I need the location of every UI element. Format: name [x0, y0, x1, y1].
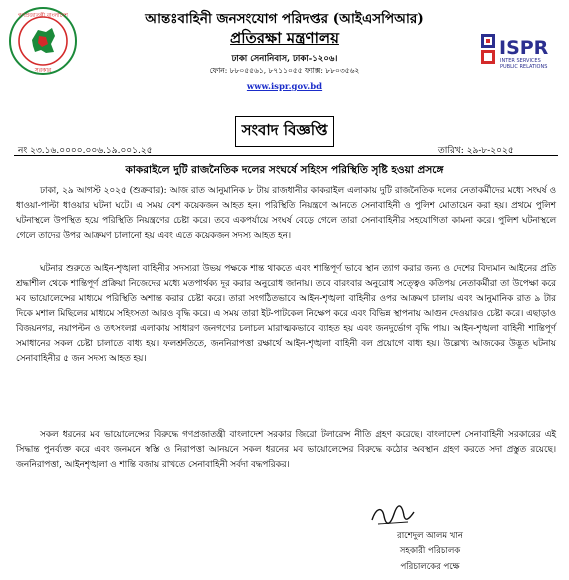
svg-text:সরকার: সরকার	[34, 67, 52, 74]
svg-text:INTER SERVICES: INTER SERVICES	[500, 58, 541, 64]
contact-numbers: ফোন: ৮৮০৫৫৬১, ৮৭১১০৫৫ ফ্যাক্স: ৮৮০৩৫৬২	[209, 66, 360, 75]
svg-text:গণপ্রজাতন্ত্রী বাংলাদেশ: গণপ্রজাতন্ত্রী বাংলাদেশ	[18, 13, 68, 19]
website-link[interactable]: www.ispr.gov.bd	[246, 82, 323, 92]
press-release-title-text: সংবাদ বিজ্ঞপ্তি	[235, 116, 335, 147]
svg-text:ISPR: ISPR	[499, 37, 549, 59]
header-divider	[14, 155, 558, 156]
body-paragraph-1: ঢাকা, ২৯ আগস্ট ২০২৫ (শুক্রবার): আজ রাত আনুমানিক ৮ টায় রাজধানীর কাকরাইল এলাকায় দুটি রাজনৈতিক দলের নেতাকর্মীদের মধ্যে সংঘর্ষ ও ধাওয়া-পাল্টা ধাওয়ার ঘটনা ঘটে। এ সময় বেশ কয়েকজন আহত হন। পরিস্থিতি নিয়ন্ত্রণে আনতে সেনাবাহিনী ও পুলিশ মোতায়েন করা হয়। প্রথমে পুলিশ ঘটনাস্থলে উপস্থিত হয়ে পরিস্থিতি নিয়ন্ত্রণের চেষ্টা করে। তবে একপর্যায়ে সংঘর্ষ বেড়ে গেলে তারা সেনাবাহিনীর সহযোগিতা কামনা করে। পুলিশ ঘটনাস্থলে গেলে তাদের উপর আক্রমণ চালানো হয় এবং এতে কয়েকজন সদস্য আহত হন।	[16, 186, 556, 241]
svg-text:PUBLIC RELATIONS: PUBLIC RELATIONS	[500, 64, 548, 70]
body-paragraph-3: সকল ধরনের মব ভায়োলেন্সের বিরুদ্ধে গণপ্রজাতন্ত্রী বাংলাদেশ সরকার জিরো টলারেন্স নীতি গ্রহণ করেছে। বাংলাদেশ সেনাবাহিনী সরকারের এই সিদ্ধান্ত পুনর্ব্যক্ত করে এবং জনমনে স্বস্তি ও নিরাপত্তা আনয়নে সকল ধরনের মব ভায়োলেন্সের বিরুদ্ধে কঠোর অবস্থান গ্রহণ করতে সদা প্রস্তুত রয়েছে। জননিরাপত্তা, আইনশৃঙ্খলা ও শান্তি বজায় রাখতে সেনাবাহিনী সর্বদা বদ্ধপরিকর।	[16, 430, 556, 470]
ministry-name: প্রতিরক্ষা মন্ত্রণালয়	[230, 29, 339, 47]
signatory-on-behalf: পরিচালকের পক্ষে	[400, 562, 460, 572]
office-address: ঢাকা সেনানিবাস, ঢাকা-১২০৬।	[231, 54, 338, 64]
subject-headline: কাকরাইলে দুটি রাজনৈতিক দলের সংঘর্ষে সহিংস পরিস্থিতি সৃষ্টি হওয়া প্রসঙ্গে	[125, 164, 444, 176]
signatory-designation: সহকারী পরিচালক	[399, 546, 461, 556]
memo-number: নং ২৩.১৬.০০০০.০০৬.১৯.০০১.২৫	[18, 146, 153, 156]
release-date: তারিখ: ২৯-৮-২০২৫	[438, 146, 514, 156]
signatory-name: রাশেদুল আলম খান	[397, 531, 463, 541]
body-paragraph-2: ঘটনার শুরুতে আইন-শৃঙ্খলা বাহিনীর সদস্যরা উভয় পক্ষকে শান্ত থাকতে এবং শান্তিপূর্ণ ভাবে স্থান ত্যাগ করার জন্য ও দেশের বিদ্যমান আইনের প্রতি শ্রদ্ধাশীল থেকে শান্তিপূর্ণ প্রক্রিয়া নিজেদের মধ্যে মতপার্থক্য দূর করার অনুরোধ জানায়। তবে বারংবার অনুরোধ সত্ত্বেও কতিপয় নেতাকর্মীরা তা উপেক্ষা করে মব ভায়োলেন্সের মাধ্যমে পরিস্থিতি অশান্ত করার চেষ্টা করে। তারা সংগঠিতভাবে আইন-শৃঙ্খলা বাহিনীর ওপর আক্রমণ চালায় এবং আনুমানিক রাত ৯ টার দিকে মশাল মিছিলের মাধ্যমে সহিংসতা আরও বৃদ্ধি করে। এ সময় তারা ইট-পাটকেল নিক্ষেপ করে এবং বিভিন্ন স্থাপনায় আগুন দেওয়ারও চেষ্টা করে। এছাড়াও বিজয়নগর, নয়াপল্টন ও তৎসংলগ্ন এলাকায় সাধারণ জনগণের চলাচল মারাত্মকভাবে ব্যাহত হয় এবং জনদুর্ভোগ বৃদ্ধি পায়। আইন-শৃঙ্খলা বাহিনী শান্তিপূর্ণ সমাধানের সকল চেষ্টা চালাতে বাধ্য হয়। ফলশ্রুতিতে, জননিরাপত্তা রক্ষার্থে আইন-শৃঙ্খলা বাহিনী বল প্রয়োগে বাধ্য হয়। উল্লেখ্য আজকের উদ্ভূত ঘটনায় সেনাবাহিনীর ৫ জন সদস্য আহত হয়।	[16, 264, 556, 364]
ispr-logo	[480, 32, 562, 72]
handwritten-signature	[368, 502, 418, 530]
organization-name: আন্তঃবাহিনী জনসংযোগ পরিদপ্তর (আইএসপিআর)	[145, 11, 424, 27]
